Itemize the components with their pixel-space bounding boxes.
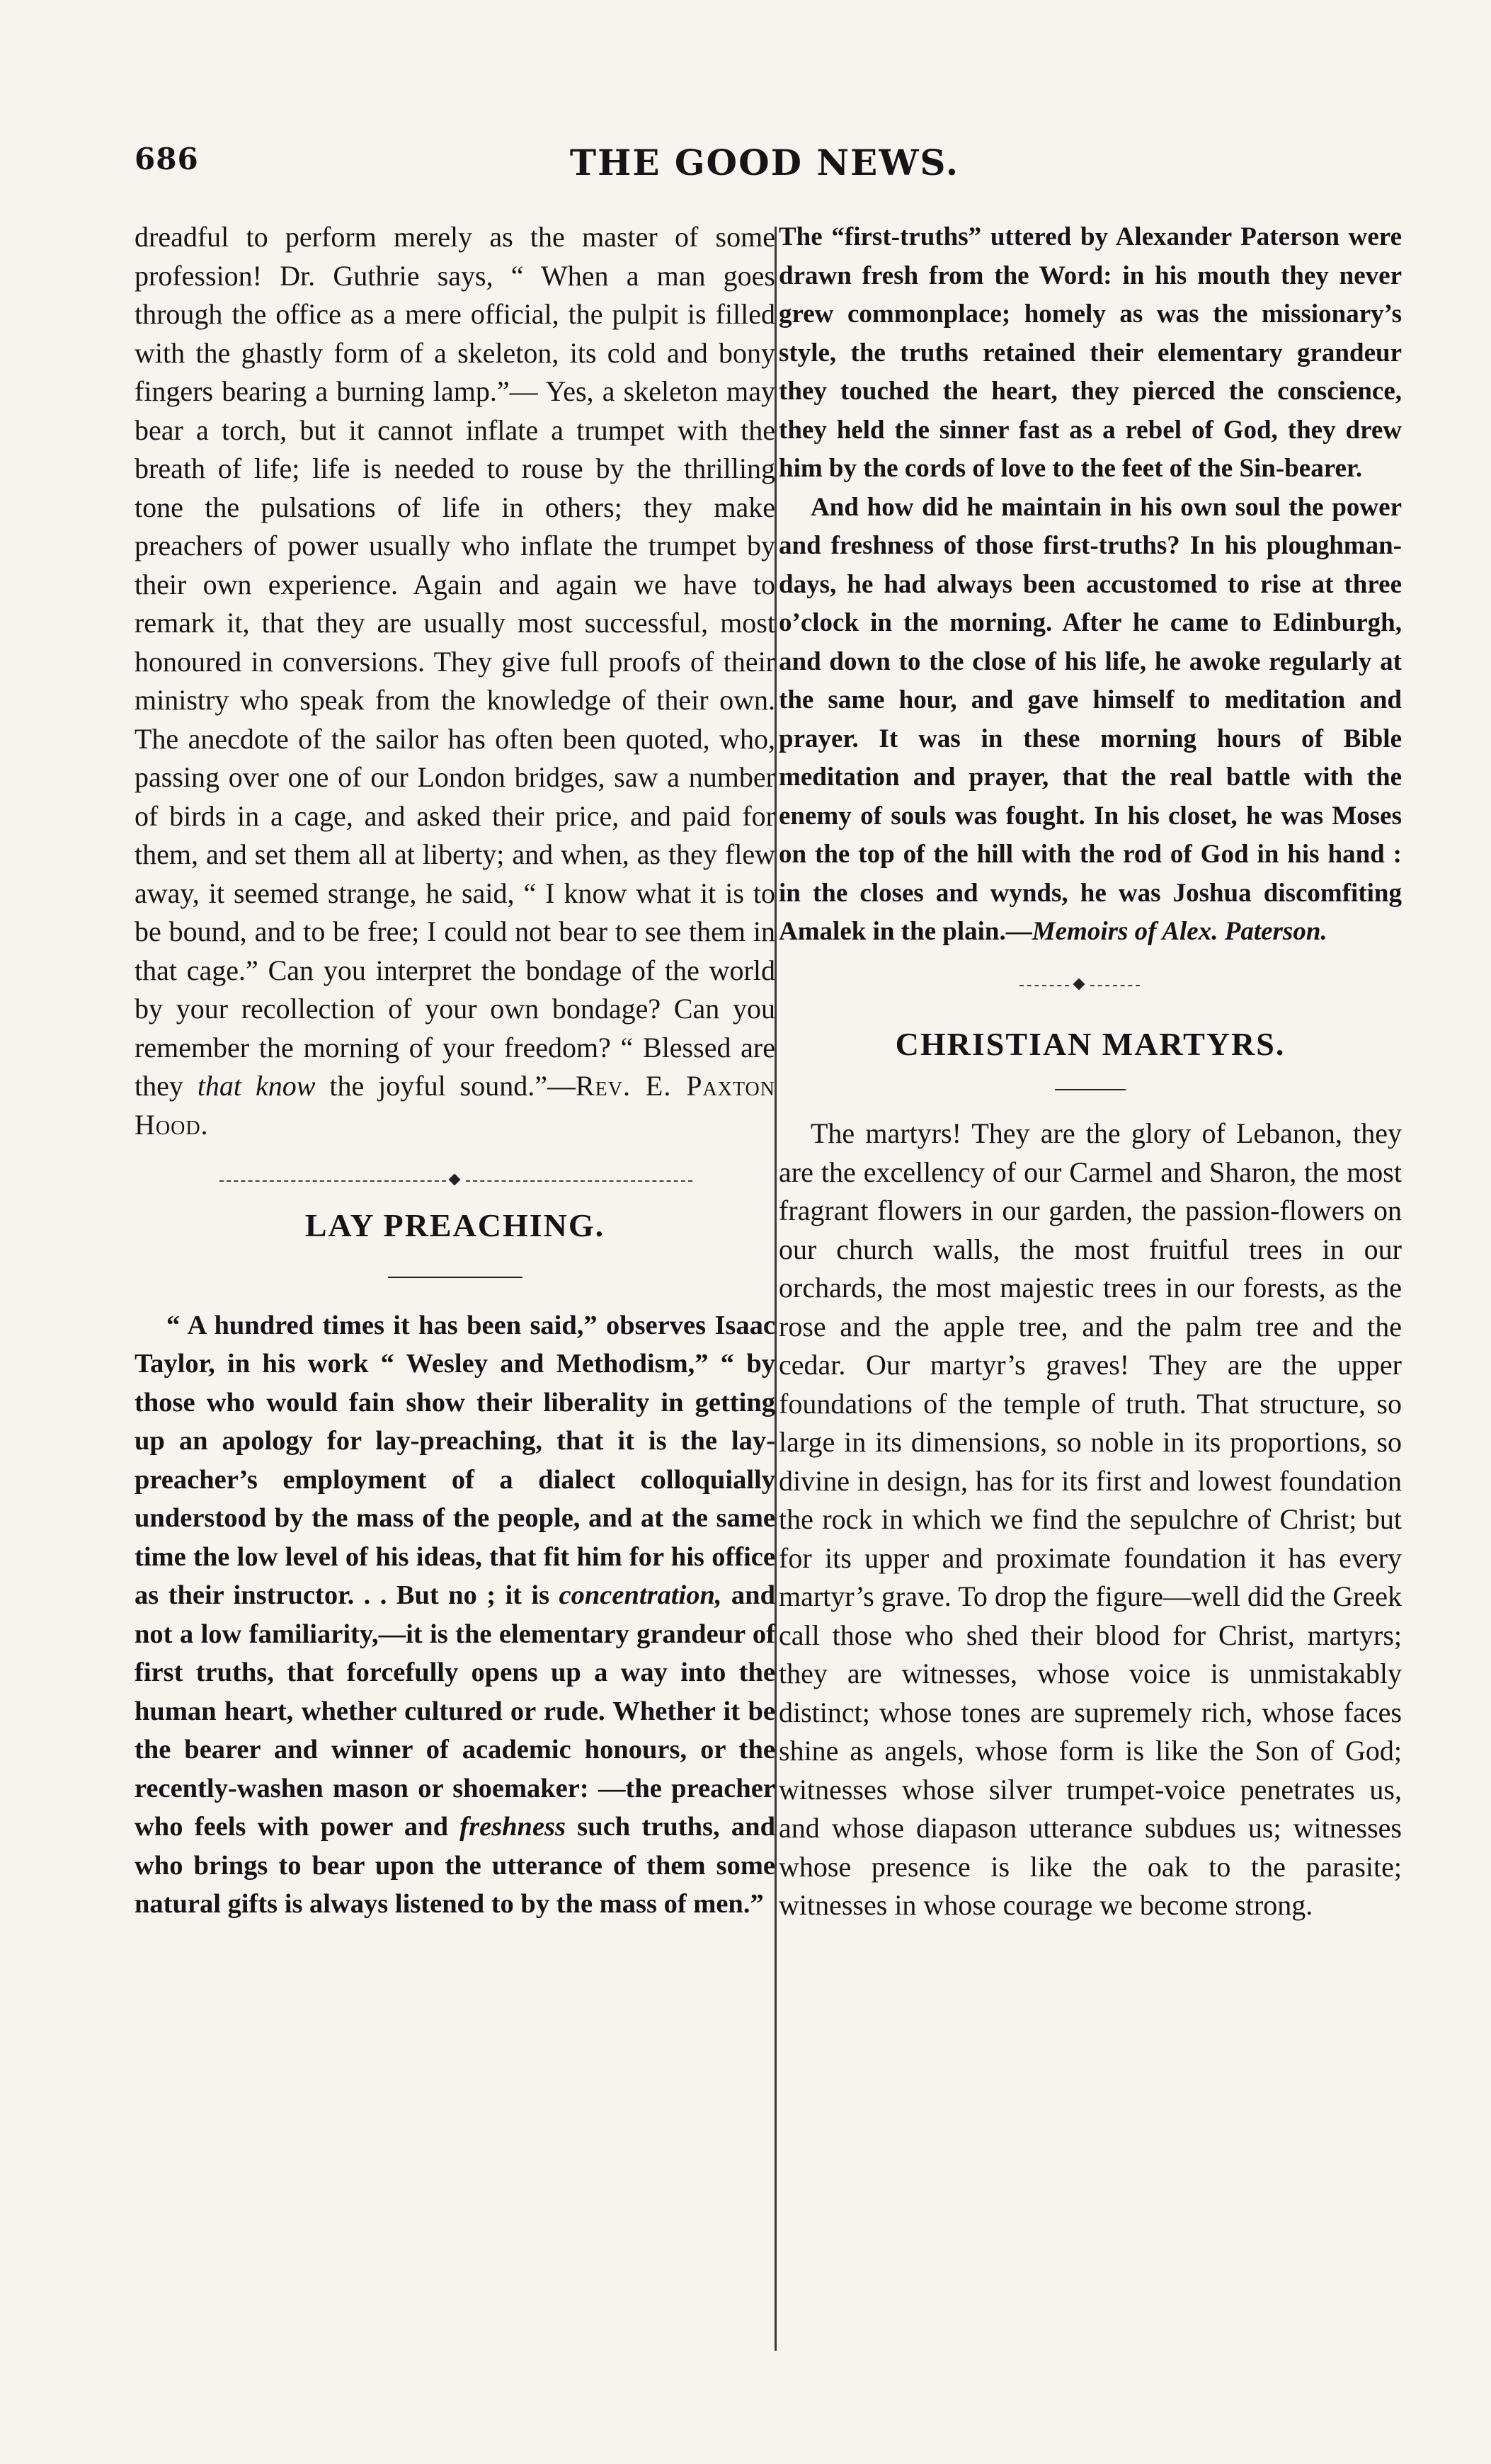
paterson-paragraph: The “first-truths” uttered by Alexander Paterson were drawn fresh from the Word: in his mouth they never grew commonplace; homely as was the missionary’s style, the truths retained their elementary grandeur they touched the heart, they pierced the conscience, they held the sinner fast as a rebel of God, they drew him by the cords of love to the feet of the Sin-bearer. [779,222,1402,483]
heading-rule [388,1277,522,1278]
page-number: 686 [135,142,199,176]
right-column [779,218,1402,1925]
author-attribution: Rev. E. Paxton Hood. [135,1070,776,1141]
emphasis-freshness: freshness [459,1812,566,1842]
running-title: THE GOOD NEWS. [569,142,960,183]
section-heading-christian-martyrs: CHRISTIAN MARTYRS. [895,1025,1286,1062]
page-header [135,142,1395,205]
heading-rule-2 [1055,1089,1126,1090]
section-ornament [135,1161,775,1199]
hood-paragraph: dreadful to perform merely as the master of some profession! Dr. Guthrie says, “ When a man goes through the office as a mere official, the pulpit is filled with the ghastly form of a skeleton, its cold and bony fingers bearing a burning lamp.”— Yes, a skeleton may bear a torch, but it cannot inflate a trumpet with the breath of life; life is needed to rouse by the thrilling tone the pulsations of life in others; they make preachers of power usually who inflate the trumpet by their own experience. Again and again we have to remark it, that they are usually most successful, most honoured in conversions. They give full proofs of their ministry who speak from the knowledge of their own. The anecdote of the sailor has often been quoted, who, passing over one of our London bridges, saw a number of birds in a cage, and asked their price, and paid for them, and set them all at liberty; and when, as they flew away, it seemed strange, he said, “ I know what it is to be bound, and to be free; I could not bear to see them in that cage.” Can you interpret the bondage of the world by your recollection of your own bondage? Can you remember the morning of your freedom? “ Blessed are they that know the joyful sound.”—Rev. E. Paxton Hood. [135,221,776,1141]
left-column [135,218,775,1924]
source-citation: Memoirs of Alex. Paterson. [1032,917,1327,946]
emphasis-concentration: concentration, [559,1580,722,1610]
martyrs-paragraph: The martyrs! They are the glory of Lebanon, they are the excellency of our Carmel and Sharon, the most fragrant flowers in our garden, the passion-flowers on our church walls, the most fruitful trees in our orchards, the most majestic trees in our forests, as the rose and the apple tree, and the palm tree and the cedar. Our martyr’s graves! They are the upper foundations of the temple of truth. That structure, so large in its dimensions, so noble in its proportions, so divine in design, has for its first and lowest foundation the rock in which we find the sepulchre of Christ; but for its upper and proximate foundation it has every martyr’s grave. To drop the figure—well did the Greek call those who shed their blood for Christ, martyrs; they are witnesses, whose voice is unmistakably distinct; whose tones are supremely rich, whose faces shine as angels, whose form is like the Son of God; witnesses whose silver trumpet-voice penetrates us, and whose diapason utterance subdues us; witnesses whose presence is like the oak to the parasite; witnesses in whose courage we become strong. [779,1117,1402,1921]
section-ornament-2 [779,966,1402,1004]
emphasis-that-know: that know [197,1070,316,1102]
paterson-paragraph-2: And how did he maintain in his own soul the power and freshness of those first-truths? In his ploughman-days, he had always been accustomed to rise at three o’clock in the morning. After he came to Edinburgh, and down to the close of his life, he awoke regularly at the same hour, and gave himself to meditation and prayer. It was in these morning hours of Bible meditation and prayer, that the real battle with the enemy of souls was fought. In his closet, he was Moses on the top of the hill with the rod of God in his hand : in the closes and wynds, he was Joshua discomfiting Amalek in the plain.—Memoirs of Alex. Paterson. [779,492,1402,946]
section-heading-lay-preaching: LAY PREACHING. [304,1207,605,1243]
lay-preaching-paragraph: “ A hundred times it has been said,” observes Isaac Taylor, in his work “ Wesley and Methodism,” “ by those who would fain show their liberality in getting up an apology for lay-preaching, that it is the lay-preacher’s employment of a dialect colloquially understood by the mass of the people, and at the same time the low level of his ideas, that fit him for his office as their instructor. . . But no ; it is concentration, and not a low familiarity,—it is the elementary grandeur of first truths, that forcefully opens up a way into the human heart, whether cultured or rude. Whether it be the bearer and winner of academic honours, or the recently-washen mason or shoemaker: —the preacher who feels with power and freshness such truths, and who brings to bear upon the utterance of them some natural gifts is always listened to by the mass of men.” [135,1310,776,1919]
